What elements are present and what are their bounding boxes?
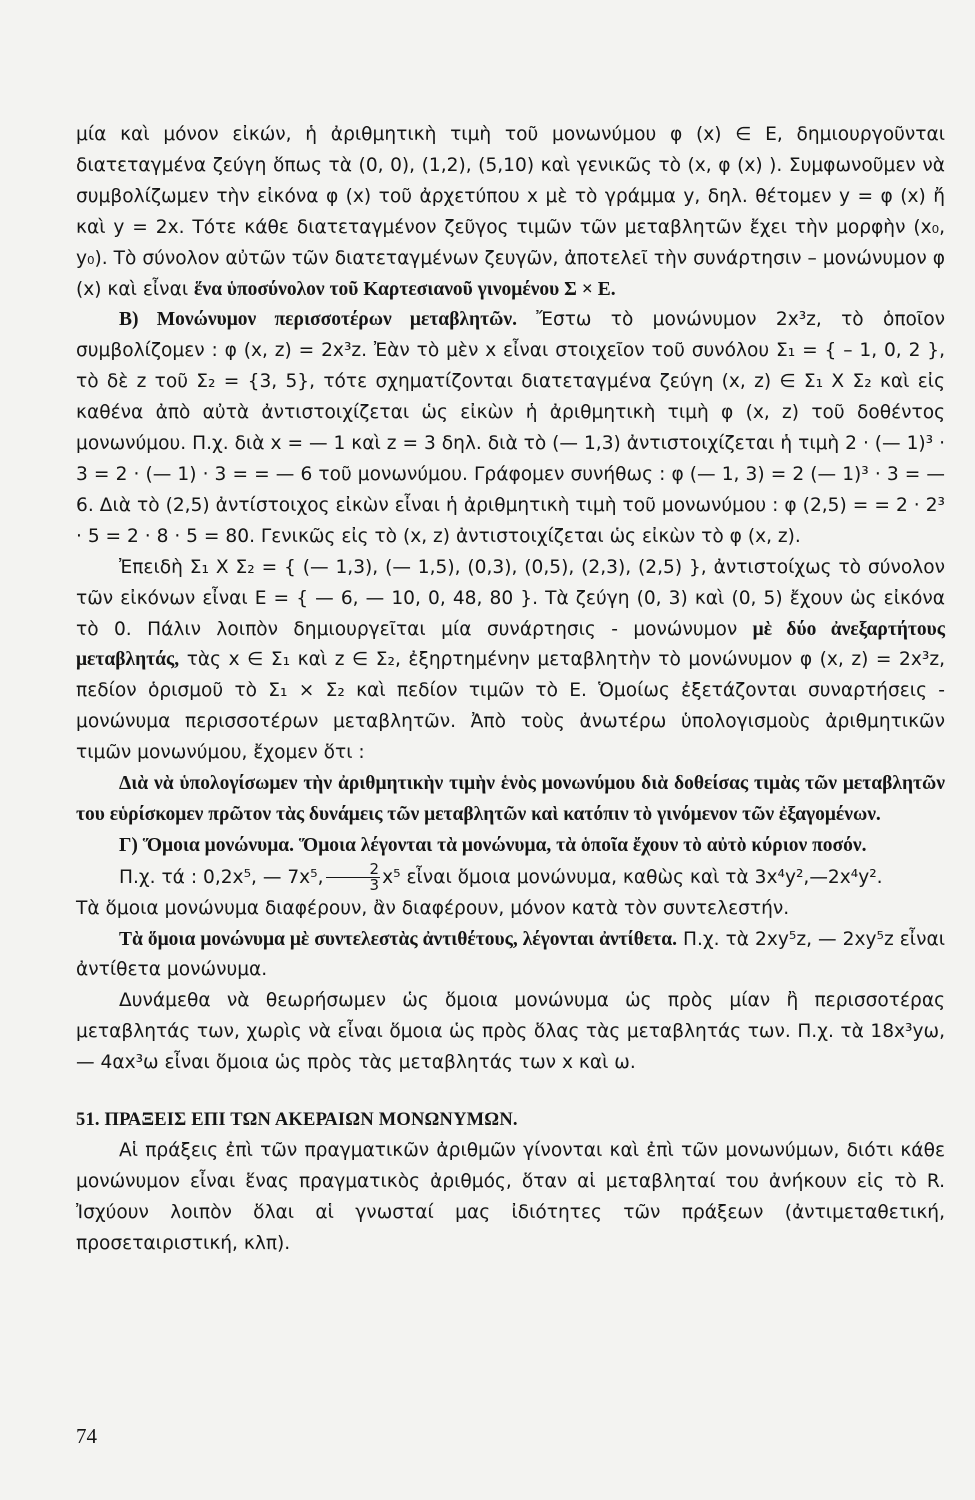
paragraph-image-set <box>76 553 945 769</box>
subsection-b <box>76 305 945 552</box>
subsection-c-title: Γ) Ὅμοια μονώνυμα. Ὅμοια λέγονται τὰ μονώνυμα, τὰ ὁποῖα ἔχουν τὸ αὐτὸ κύριον ποσόν. <box>119 834 867 856</box>
fraction-denominator: 3 <box>369 875 380 894</box>
opposite-definition: Τὰ ὅμοια μονώνυμα μὲ συντελεστὰς ἀντιθέτους, λέγονται ἀντίθετα. <box>119 928 677 950</box>
fraction-two-thirds <box>326 859 381 894</box>
rule-statement: Διὰ νὰ ὑπολογίσωμεν τὴν ἀριθμητικὴν τιμὴν ἑνὸς μονωνύμου διὰ δοθείσας τιμὰς τῶν μεταβλητῶν του εὑρίσκομεν πρῶτον τὰς δυνάμεις τῶν μεταβλητῶν καὶ κατόπιν τὸ γινόμενον τῶν ἐξαγομένων. <box>76 773 945 825</box>
fraction-numerator: 2 <box>326 862 381 878</box>
paragraph-1 <box>76 120 945 305</box>
similar-example <box>76 859 945 894</box>
page-number: 74 <box>76 1424 97 1448</box>
similar-example-start: Π.χ. τά : 0,2x⁵, — 7x⁵, <box>119 866 324 888</box>
subsection-b-title: B) Μονώνυμον περισσοτέρων μεταβλητῶν. <box>119 309 517 331</box>
coefficient-difference: Τὰ ὅμοια μονώνυμα διαφέρουν, ἂν διαφέρουν, μόνον κατὰ τὸν συντελεστήν. <box>76 897 790 919</box>
paragraph-image-set-cont: τὰς x ∈ Σ₁ καὶ z ∈ Σ₂, ἐξηρτημένην μεταβλητὴν τὸ μονώνυμον φ (x, z) = 2x³z, πεδίον ὁρισμοῦ τὸ Σ₁ × Σ₂ καὶ πεδίον τιμῶν τὸ E. Ὁμοίως ἐξετάζονται συναρτήσεις - μονώνυμα περισσοτέρων μεταβλητῶν. Ἀπὸ τοὺς ἀνωτέρω ὑπολογισμοὺς ἀριθμητικῶν τιμῶν μονωνύμου, ἔχομεν ὅτι : <box>76 649 945 764</box>
section-51-title: 51. ΠΡΑΞΕΙΣ ΕΠΙ ΤΩΝ ΑΚΕΡΑΙΩΝ ΜΟΝΩΝΥΜΩΝ. <box>76 1110 518 1131</box>
subsection-b-text: Ἔστω τὸ μονώνυμον 2x³z, τὸ ὁποῖον συμβολίζομεν : φ (x, z) = 2x³z. Ἐὰν τὸ μὲν x εἶναι στοιχεῖον τοῦ συνόλου Σ₁ = { – 1, 0, 2 }, τὸ δὲ z τοῦ Σ₂ = {3, 5}, τότε σχηματίζονται διατεταγμένα ζεύγη (x, z) ∈ Σ₁ X Σ₂ καὶ εἰς καθένα ἀπὸ αὐτὰ ἀντιστοιχίζεται ὡς εἰκὼν ἡ ἀριθμητικὴ τιμὴ φ (x, z) τοῦ δοθέντος μονωνύμου. Π.χ. διὰ x = — 1 καὶ z = 3 δηλ. διὰ τὸ (— 1,3) ἀντιστοιχίζεται ἡ τιμὴ 2 · (— 1)³ · 3 = 2 · (— 1) · 3 = = — 6 τοῦ μονωνύμου. Γράφομεν συνήθως : φ (— 1, 3) = 2 (— 1)³ · 3 = — 6. Διὰ τὸ (2,5) ἀντίστοιχος εἰκὼν εἶναι ἡ ἀριθμητικὴ τιμὴ τοῦ μονωνύμου : φ (2,5) = = 2 · 2³ · 5 = 2 · 8 · 5 = 80. Γενικῶς εἰς τὸ (x, z) ἀντιστοιχίζεται ὡς εἰκὼν τὸ φ (x, z). <box>76 309 945 547</box>
opposite-monomials <box>76 925 945 987</box>
similar-example-end: x⁵ εἶναι ὅμοια μονώνυμα, καθὼς καὶ τὰ 3x⁴y²,—2x⁴y². <box>382 866 883 888</box>
partial-similarity: Δυνάμεθα νὰ θεωρήσωμεν ὡς ὅμοια μονώνυμα ὡς πρὸς μίαν ἢ περισσοτέρας μεταβλητάς των, χωρὶς νὰ εἶναι ὅμοια ὡς πρὸς ὅλας τὰς μεταβλητάς των. Π.χ. τὰ 18x³yω, — 4αx³ω εἶναι ὅμοια ὡς πρὸς τὰς μεταβλητάς των x καὶ ω. <box>76 990 945 1074</box>
opposite-example: Π.χ. τὰ 2xy⁵z, — 2xy⁵z εἶναι ἀντίθετα μονώνυμα. <box>76 928 945 981</box>
page-body <box>76 120 945 1260</box>
section-51-text: Αἱ πράξεις ἐπὶ τῶν πραγματικῶν ἀριθμῶν γίνονται καὶ ἐπὶ τῶν μονωνύμων, διότι κάθε μονώνυμον εἶναι ἕνας πραγματικὸς ἀριθμός, ὅταν αἱ μεταβληταί του ἀνήκουν εἰς τὸ R. Ἰσχύουν λοιπὸν ὅλαι αἱ γνωσταί μας ἰδιότητες τῶν πράξεων (ἀντιμεταθετική, προσεταιριστική, κλπ). <box>76 1140 945 1254</box>
cartesian-subset-emphasis: ἕνα ὑποσύνολον τοῦ Καρτεσιανοῦ γινομένου Σ × E. <box>194 278 616 300</box>
two-variables-emphasis: μὲ δύο ἀνεξαρτήτους μεταβλητάς, <box>76 618 945 671</box>
paragraph-1-text: μία καὶ μόνον εἰκών, ἡ ἀριθμητικὴ τιμὴ τοῦ μονωνύμου φ (x) ∈ E, δημιουργοῦνται διατεταγμένα ζεύγη ὅπως τὰ (0, 0), (1,2), (5,10) καὶ γενικῶς τὸ (x, φ (x) ). Συμφωνοῦμεν νὰ συμβολίζωμεν τὴν εἰκόνα φ (x) τοῦ ἀρχετύπου x μὲ τὸ γράμμα y, δηλ. θέτομεν y = φ (x) ἤ καὶ y = 2x. Τότε κάθε διατεταγμένον ζεῦγος τιμῶν τῶν μεταβλητῶν ἔχει τὴν μορφὴν (x₀, y₀). Τὸ σύνολον αὐτῶν τῶν διατεταγμένων ζευγῶν, ἀποτελεῖ τὴν συνάρτησιν – μονώνυμον φ (x) καὶ εἶναι <box>76 124 945 300</box>
paragraph-image-set-text: Ἐπειδὴ Σ₁ X Σ₂ = { (— 1,3), (— 1,5), (0,3), (0,5), (2,3), (2,5) }, ἀντιστοίχως τὸ σύνολον τῶν εἰκόνων εἶναι E = { — 6, — 10, 0, 48, 80 }. Τὰ ζεύγη (0, 3) καὶ (0, 5) ἔχουν ὡς εἰκόνα τὸ 0. Πάλιν λοιπὸν δημιουργεῖται μία συνάρτησις - μονώνυμον <box>76 556 945 640</box>
